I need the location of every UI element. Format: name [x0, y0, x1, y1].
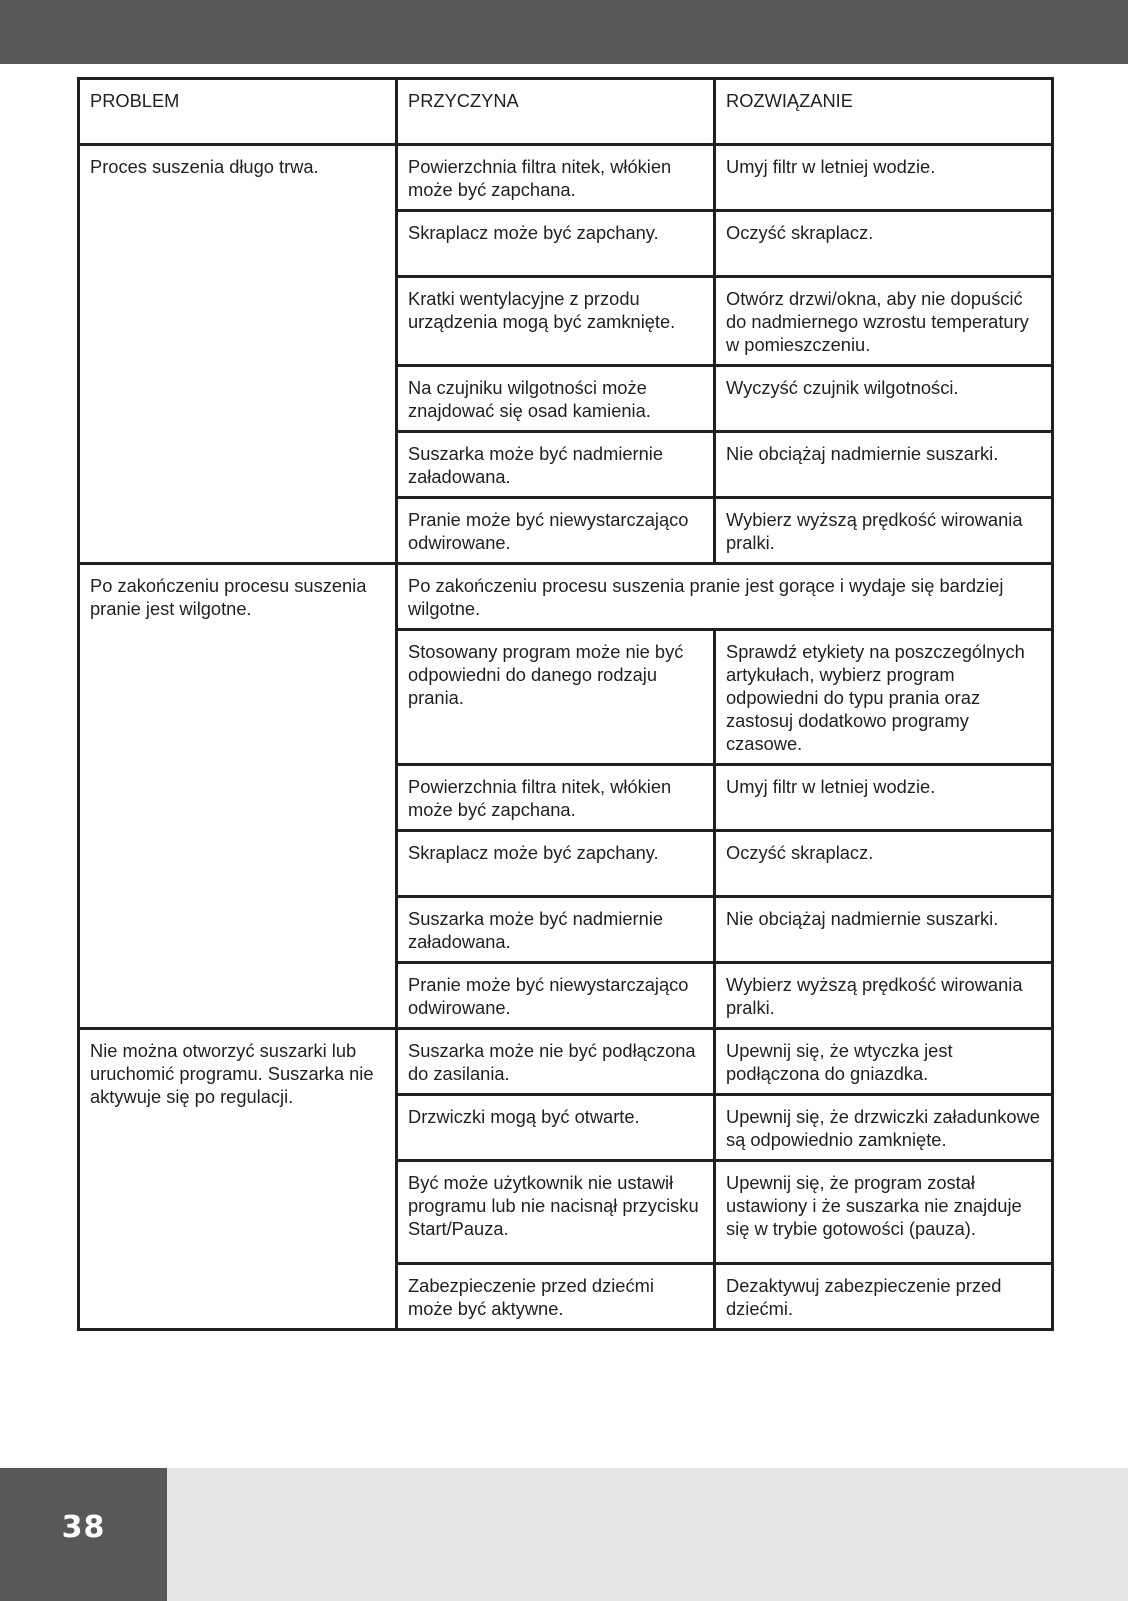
- table-row: [79, 564, 1053, 630]
- column-header-solution: ROZWIĄZANIE: [715, 79, 1053, 145]
- cause-cell: Powierzchnia filtra nitek, włókien może być zapchana.: [397, 145, 715, 211]
- cause-cell: Suszarka może być nadmiernie załadowana.: [397, 897, 715, 963]
- footer-bar: [0, 1468, 1128, 1601]
- problem-cell: Proces suszenia długo trwa.: [79, 145, 397, 564]
- solution-cell: Oczyść skraplacz.: [715, 211, 1053, 277]
- column-header-cause: PRZYCZYNA: [397, 79, 715, 145]
- troubleshooting-table: [77, 77, 1054, 1331]
- solution-cell: Upewnij się, że wtyczka jest podłączona do gniazdka.: [715, 1029, 1053, 1095]
- solution-cell: Umyj filtr w letniej wodzie.: [715, 145, 1053, 211]
- problem-cell: Po zakończeniu procesu suszenia pranie jest wilgotne.: [79, 564, 397, 1029]
- solution-cell: Nie obciążaj nadmiernie suszarki.: [715, 432, 1053, 498]
- cause-cell: Drzwiczki mogą być otwarte.: [397, 1095, 715, 1161]
- cause-cell: Pranie może być niewystarczająco odwirowane.: [397, 963, 715, 1029]
- cause-cell: Stosowany program może nie być odpowiedni do danego rodzaju prania.: [397, 630, 715, 765]
- table-header-row: [79, 79, 1053, 145]
- header-bar: [0, 0, 1128, 64]
- cause-cell: Skraplacz może być zapchany.: [397, 211, 715, 277]
- problem-cell: Nie można otworzyć suszarki lub uruchomić programu. Suszarka nie aktywuje się po regulacji.: [79, 1029, 397, 1330]
- cause-cell: Skraplacz może być zapchany.: [397, 831, 715, 897]
- cause-cell: Być może użytkownik nie ustawił programu lub nie nacisnął przycisku Start/Pauza.: [397, 1161, 715, 1264]
- column-header-problem: PROBLEM: [79, 79, 397, 145]
- solution-cell: Upewnij się, że drzwiczki załadunkowe są odpowiednio zamknięte.: [715, 1095, 1053, 1161]
- cause-cell: Zabezpieczenie przed dziećmi może być aktywne.: [397, 1264, 715, 1330]
- solution-cell: Umyj filtr w letniej wodzie.: [715, 765, 1053, 831]
- cause-cell: Kratki wentylacyjne z przodu urządzenia mogą być zamknięte.: [397, 277, 715, 366]
- note-cell: Po zakończeniu procesu suszenia pranie jest gorące i wydaje się bardziej wilgotne.: [397, 564, 1053, 630]
- solution-cell: Wybierz wyższą prędkość wirowania pralki.: [715, 963, 1053, 1029]
- cause-cell: Pranie może być niewystarczająco odwirowane.: [397, 498, 715, 564]
- solution-cell: Dezaktywuj zabezpieczenie przed dziećmi.: [715, 1264, 1053, 1330]
- cause-cell: Suszarka może nie być podłączona do zasilania.: [397, 1029, 715, 1095]
- solution-cell: Sprawdź etykiety na poszczególnych artykułach, wybierz program odpowiedni do typu prania oraz zastosuj dodatkowo programy czasowe.: [715, 630, 1053, 765]
- cause-cell: Na czujniku wilgotności może znajdować się osad kamienia.: [397, 366, 715, 432]
- cause-cell: Suszarka może być nadmiernie załadowana.: [397, 432, 715, 498]
- solution-cell: Upewnij się, że program został ustawiony i że suszarka nie znajduje się w trybie gotowości (pauza).: [715, 1161, 1053, 1264]
- solution-cell: Nie obciążaj nadmiernie suszarki.: [715, 897, 1053, 963]
- solution-cell: Wybierz wyższą prędkość wirowania pralki.: [715, 498, 1053, 564]
- table-row: [79, 145, 1053, 211]
- table-row: [79, 1029, 1053, 1095]
- solution-cell: Oczyść skraplacz.: [715, 831, 1053, 897]
- cause-cell: Powierzchnia filtra nitek, włókien może być zapchana.: [397, 765, 715, 831]
- solution-cell: Wyczyść czujnik wilgotności.: [715, 366, 1053, 432]
- page-number: 38: [61, 1510, 106, 1545]
- solution-cell: Otwórz drzwi/okna, aby nie dopuścić do nadmiernego wzrostu temperatury w pomieszczeniu.: [715, 277, 1053, 366]
